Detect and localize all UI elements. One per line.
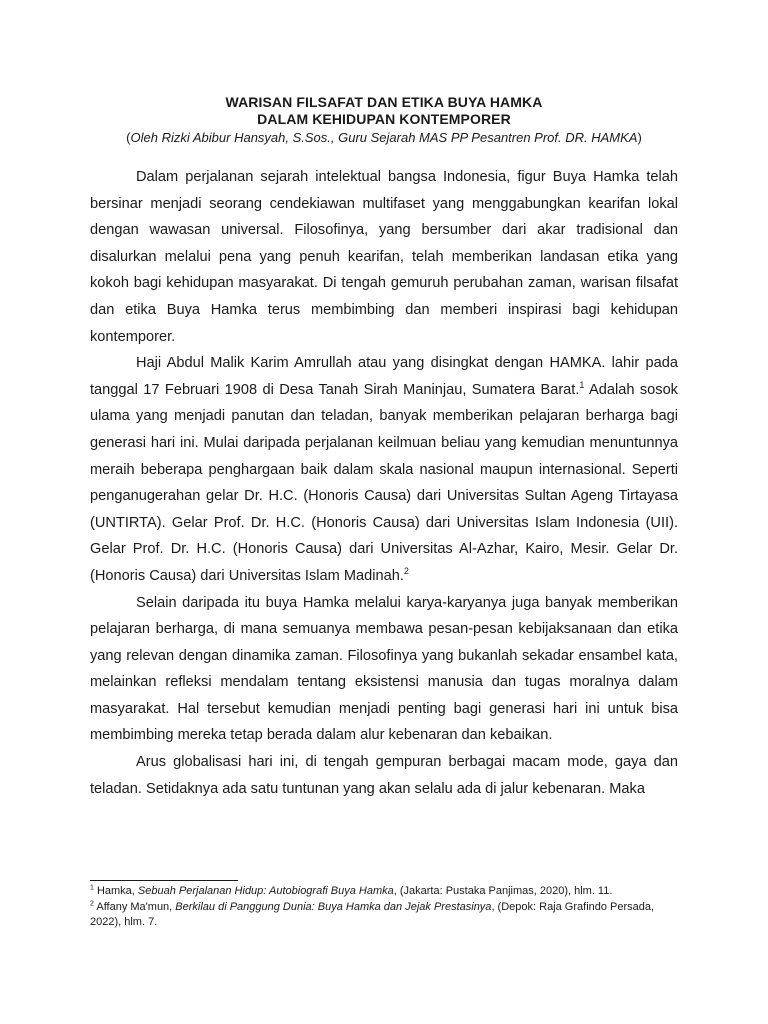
footnote-ref[interactable]: 2 — [403, 566, 409, 577]
footnote-separator — [90, 880, 238, 881]
footnote-text: , (Depok: Raja Grafindo Persada, 2022), hlm. 7. — [90, 900, 655, 928]
footnote — [90, 900, 680, 931]
byline-open-paren: ( — [126, 130, 131, 145]
footnote-text: Affany Ma'mun, — [93, 900, 176, 913]
paragraph — [90, 350, 678, 589]
byline-close-paren: ) — [637, 130, 642, 145]
footnotes — [90, 884, 680, 931]
footnote-number: 2 — [90, 899, 94, 907]
document-body — [90, 164, 678, 802]
title-line-1: WARISAN FILSAFAT DAN ETIKA BUYA HAMKA — [225, 94, 543, 110]
footnote-book-title: Berkilau di Panggung Dunia: Buya Hamka dan Jejak Prestasinya — [175, 900, 492, 913]
title-line-2: DALAM KEHIDUPAN KONTEMPORER — [257, 111, 511, 127]
footnote-text: Hamka, — [93, 885, 138, 897]
footnote-number: 1 — [90, 884, 94, 892]
byline-text: Oleh Rizki Abibur Hansyah, S.Sos., Guru Sejarah MAS PP Pesantren Prof. DR. HAMKA — [130, 130, 638, 145]
footnote-book-title: Sebuah Perjalanan Hidup: Autobiografi Buya Hamka — [137, 885, 394, 897]
paragraph: Arus globalisasi hari ini, di tengah gempuran berbagai macam mode, gaya dan teladan. Setidaknya ada satu tuntunan yang akan selalu ada di jalur kebenaran. Maka — [90, 754, 678, 797]
paragraph-text: Haji Abdul Malik Karim Amrullah atau yang disingkat dengan HAMKA. lahir pada tanggal 17 Februari 1908 di Desa Tanah Sirah Maninjau, Sumatera Barat. — [90, 355, 678, 398]
footnote-ref[interactable]: 1 — [579, 379, 585, 390]
document-title — [90, 94, 678, 128]
paragraph: Selain daripada itu buya Hamka melalui karya-karyanya juga banyak memberikan pelajaran berharga, di mana semuanya membawa pesan-pesan kebijaksanaan dan etika yang relevan dengan dinamika zaman. Filosofinya yang bukanlah sekadar ensambel kata, melainkan refleksi mendalam tentang eksistensi manusia dan tugas moralnya dalam masyarakat. Hal tersebut kemudian menjadi penting bagi generasi hari ini untuk bisa membimbing mereka tetap berada dalam alur kebenaran dan kebaikan. — [90, 594, 678, 744]
paragraph: Dalam perjalanan sejarah intelektual bangsa Indonesia, figur Buya Hamka telah bersinar menjadi seorang cendekiawan multifaset yang menggabungkan kearifan lokal dengan wawasan universal. Filosofinya, yang bersumber dari akar tradisional dan disalurkan melalui pena yang penuh kearifan, telah memberikan landasan etika yang kokoh bagi kehidupan masyarakat. Di tengah gemuruh perubahan zaman, warisan filsafat dan etika Buya Hamka terus membimbing dan memberi inspirasi bagi kehidupan kontemporer. — [90, 169, 678, 345]
paragraph-text: Adalah sosok ulama yang menjadi panutan dan teladan, banyak memberikan pelajaran berharga bagi generasi hari ini. Mulai daripada perjalanan keilmuan beliau yang kemudian menuntunnya meraih beberapa penghargaan baik dalam skala nasional maupun internasional. Seperti penganugerahan gelar Dr. H.C. (Honoris Causa) dari Universitas Sultan Ageng Tirtayasa (UNTIRTA). Gelar Prof. Dr. H.C. (Honoris Causa) dari Universitas Islam Indonesia (UII). Gelar Prof. Dr. H.C. (Honoris Causa) dari Universitas Al-Azhar, Kairo, Mesir. Gelar Dr. (Honoris Causa) dari Universitas Islam Madinah. — [90, 381, 678, 584]
footnote — [90, 884, 680, 900]
author-byline — [90, 129, 678, 146]
footnote-text: , (Jakarta: Pustaka Panjimas, 2020), hlm. 11. — [393, 885, 613, 897]
